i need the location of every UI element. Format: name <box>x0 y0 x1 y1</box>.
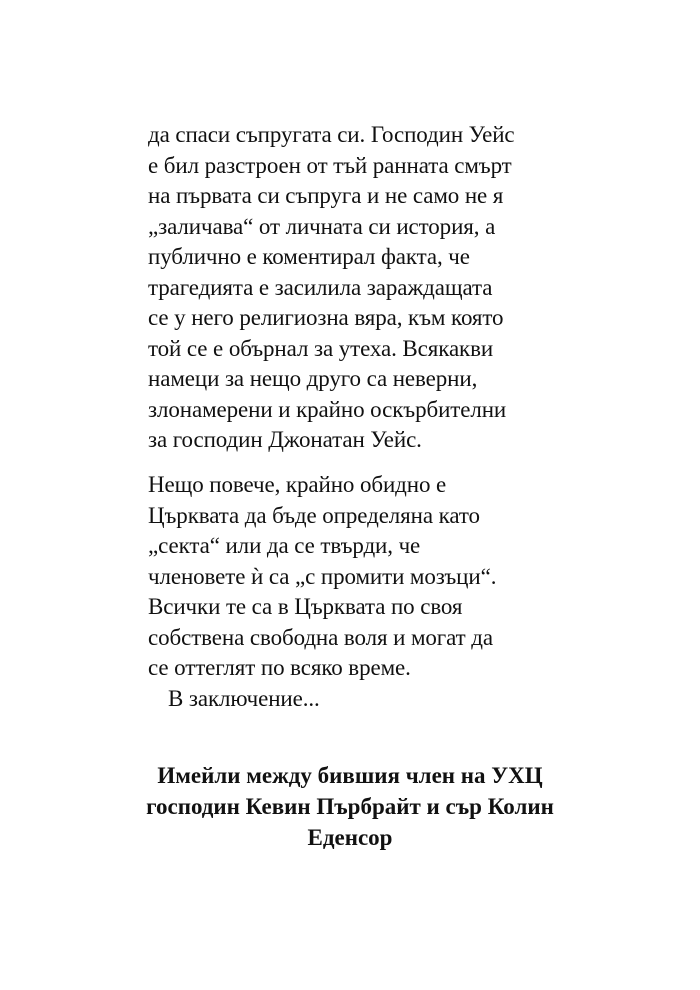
text-line: публично е коментирал факта, че <box>148 244 470 269</box>
text-line: той се е обърнал за утеха. Всякакви <box>148 335 494 361</box>
text-line: злонамерени и крайно оскърбителни <box>148 396 507 422</box>
text-line: за господин Джонатан Уейс. <box>148 427 422 452</box>
text-line: Църквата да бъде определяна като <box>148 502 480 528</box>
heading-line: Еденсор <box>307 825 393 850</box>
heading-line: господин Кевин Пърбрайт и сър Колин <box>146 794 554 819</box>
text-line: Нещо повече, крайно обидно е <box>148 472 447 497</box>
paragraph-2 <box>148 470 578 714</box>
text-line: „заличава“ от личната си история, а <box>148 213 496 239</box>
text-line: се оттеглят по всяко време. <box>148 655 411 680</box>
text-line: на първата си съпруга и не само не я <box>148 183 504 208</box>
text-line: да спаси съпругата си. Господин Уейс <box>148 122 515 147</box>
heading-line: Имейли между бившия член на УХЦ <box>157 763 543 788</box>
closing-line: В заключение... <box>168 685 320 711</box>
text-line: трагедията е засилила зараждащата <box>148 274 493 300</box>
text-line: собствена свободна воля и могат да <box>148 624 493 650</box>
text-line: е бил разстроен от тъй ранната смърт <box>148 152 512 178</box>
text-line: намеци за нещо друго са неверни, <box>148 366 478 391</box>
text-line: се у него религиозна вяра, към която <box>148 305 504 330</box>
text-line: „секта“ или да се твърди, че <box>148 533 421 558</box>
text-line: Всички те са в Църквата по своя <box>148 594 463 619</box>
paragraph-1 <box>148 120 578 456</box>
text-line: членовете ѝ са „с промити мозъци“. <box>148 563 497 589</box>
section-heading <box>100 760 600 853</box>
